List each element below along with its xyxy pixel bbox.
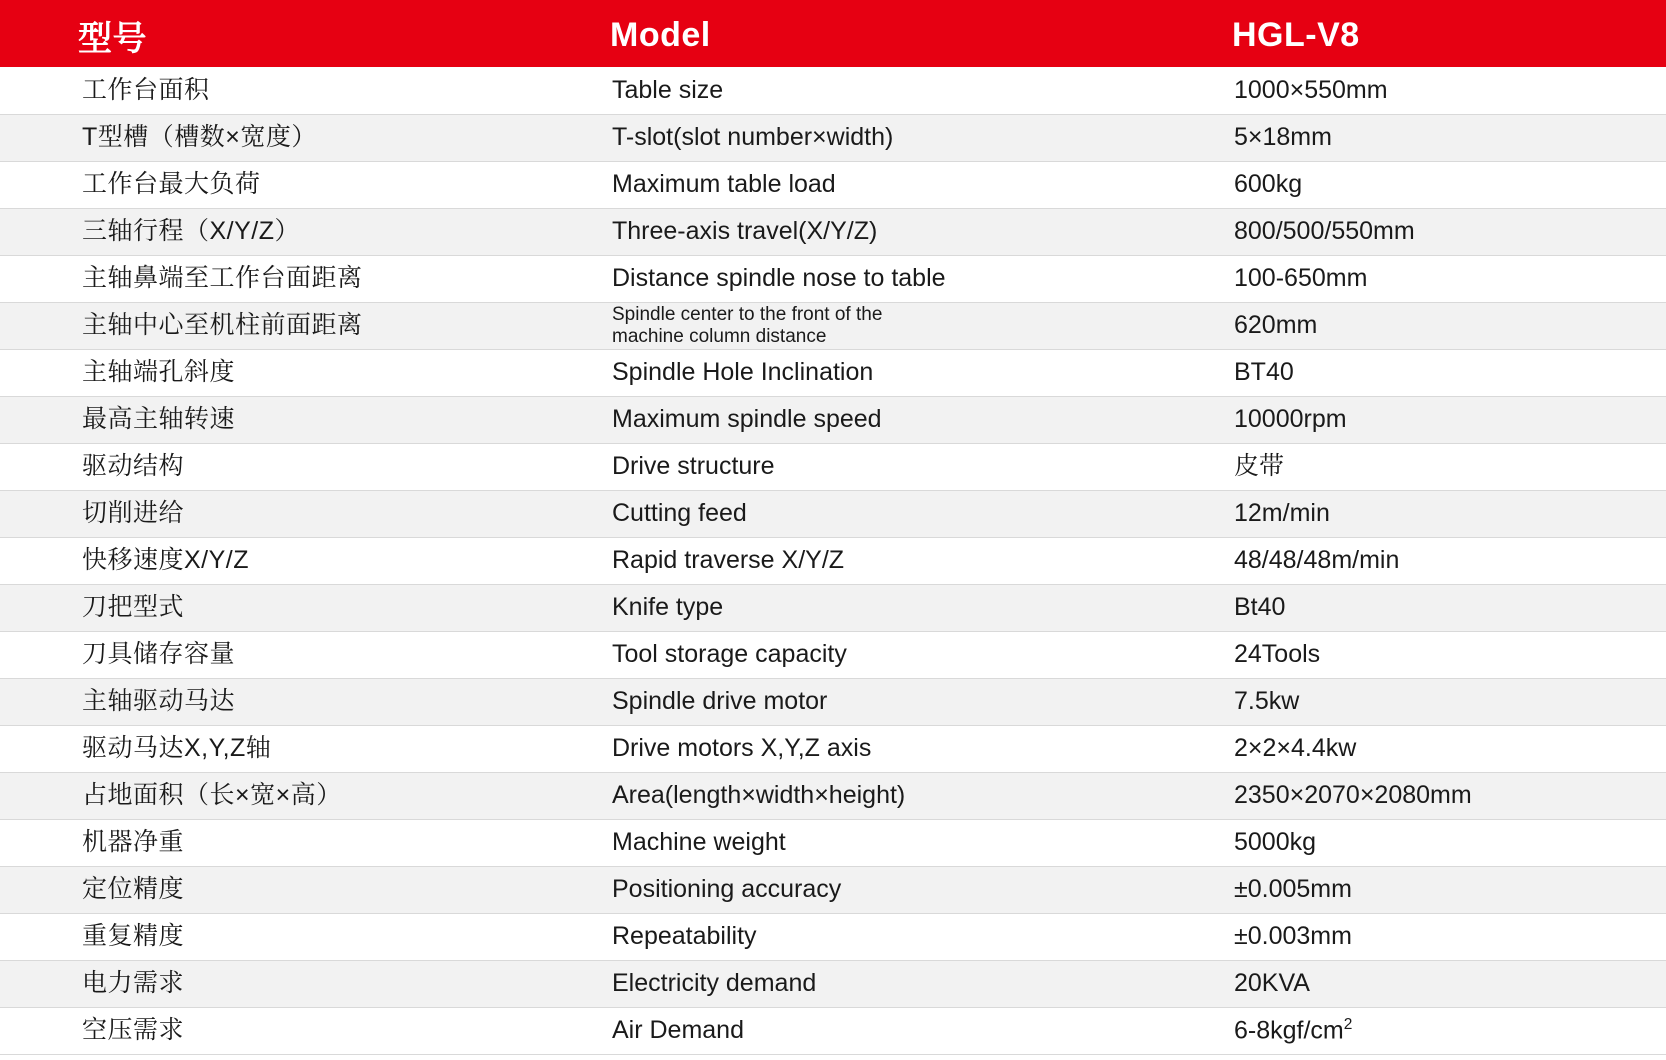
spec-label-en: Distance spindle nose to table xyxy=(600,255,1220,302)
spec-label-en: Three-axis travel(X/Y/Z) xyxy=(600,208,1220,255)
header-model-en: Model xyxy=(610,15,711,54)
spec-value: 2×2×4.4kw xyxy=(1220,725,1666,772)
table-row xyxy=(0,725,1666,772)
spec-value: 24Tools xyxy=(1220,631,1666,678)
spec-label-en: T-slot(slot number×width) xyxy=(600,114,1220,161)
spec-value: 7.5kw xyxy=(1220,678,1666,725)
spec-label-en: Area(length×width×height) xyxy=(600,772,1220,819)
spec-label-cn: 刀把型式 xyxy=(0,584,600,631)
spec-label-cn: 工作台面积 xyxy=(0,67,600,114)
spec-label-cn: 占地面积（长×宽×高） xyxy=(0,772,600,819)
table-row xyxy=(0,1007,1666,1054)
spec-label-en: Spindle drive motor xyxy=(600,678,1220,725)
table-row xyxy=(0,255,1666,302)
spec-label-cn: 快移速度X/Y/Z xyxy=(0,537,600,584)
table-row xyxy=(0,913,1666,960)
spec-value: ±0.003mm xyxy=(1220,913,1666,960)
table-row xyxy=(0,584,1666,631)
spec-value: BT40 xyxy=(1220,349,1666,396)
table-header-row xyxy=(0,3,1666,67)
spec-label-en-line1: Spindle center to the front of the xyxy=(612,304,883,326)
spec-value: 48/48/48m/min xyxy=(1220,537,1666,584)
spec-value: ±0.005mm xyxy=(1220,866,1666,913)
spec-value xyxy=(1220,1007,1666,1054)
table-row xyxy=(0,349,1666,396)
spec-label-cn: T型槽（槽数×宽度） xyxy=(0,114,600,161)
spec-value: 100-650mm xyxy=(1220,255,1666,302)
spec-value-superscript: 2 xyxy=(1343,1015,1353,1033)
spec-label-en: Tool storage capacity xyxy=(600,631,1220,678)
table-body xyxy=(0,67,1666,1054)
spec-label-en: Drive structure xyxy=(600,443,1220,490)
header-model-cn: 型号 xyxy=(78,19,147,58)
spec-value: 5000kg xyxy=(1220,819,1666,866)
table-row xyxy=(0,396,1666,443)
spec-label-en xyxy=(600,302,1220,349)
spec-label-cn: 空压需求 xyxy=(0,1007,600,1054)
spec-label-en: Electricity demand xyxy=(600,960,1220,1007)
spec-label-en: Cutting feed xyxy=(600,490,1220,537)
spec-value: 5×18mm xyxy=(1220,114,1666,161)
spec-value: 10000rpm xyxy=(1220,396,1666,443)
table-row xyxy=(0,631,1666,678)
spec-value: 2350×2070×2080mm xyxy=(1220,772,1666,819)
table-row xyxy=(0,443,1666,490)
table-row xyxy=(0,161,1666,208)
spec-label-cn: 工作台最大负荷 xyxy=(0,161,600,208)
spec-label-en: Positioning accuracy xyxy=(600,866,1220,913)
spec-label-cn: 重复精度 xyxy=(0,913,600,960)
spec-label-en-line2: machine column distance xyxy=(612,325,827,347)
spec-label-cn: 主轴鼻端至工作台面距离 xyxy=(0,255,600,302)
table-row xyxy=(0,67,1666,114)
table-row xyxy=(0,678,1666,725)
spec-label-en: Drive motors X,Y,Z axis xyxy=(600,725,1220,772)
spec-label-cn: 主轴驱动马达 xyxy=(0,678,600,725)
spec-label-en: Rapid traverse X/Y/Z xyxy=(600,537,1220,584)
spec-value: 20KVA xyxy=(1220,960,1666,1007)
header-model-value: HGL-V8 xyxy=(1232,15,1360,54)
table-row xyxy=(0,208,1666,255)
spec-label-cn: 主轴中心至机柱前面距离 xyxy=(0,302,600,349)
spec-label-cn: 刀具储存容量 xyxy=(0,631,600,678)
spec-label-cn: 电力需求 xyxy=(0,960,600,1007)
spec-value: 600kg xyxy=(1220,161,1666,208)
spec-label-en: Air Demand xyxy=(600,1007,1220,1054)
table-row xyxy=(0,960,1666,1007)
table-row xyxy=(0,772,1666,819)
table-row xyxy=(0,537,1666,584)
table-row xyxy=(0,114,1666,161)
spec-value-text: 6-8kgf/cm xyxy=(1234,1016,1344,1045)
spec-label-en: Spindle Hole Inclination xyxy=(600,349,1220,396)
table-row xyxy=(0,490,1666,537)
spec-label-cn: 最高主轴转速 xyxy=(0,396,600,443)
spec-value: 皮带 xyxy=(1220,443,1666,490)
spec-label-cn: 驱动结构 xyxy=(0,443,600,490)
spec-label-en: Machine weight xyxy=(600,819,1220,866)
table-row xyxy=(0,866,1666,913)
spec-label-cn: 定位精度 xyxy=(0,866,600,913)
specification-table xyxy=(0,3,1666,1055)
table-row xyxy=(0,302,1666,349)
table-row xyxy=(0,819,1666,866)
spec-value: 1000×550mm xyxy=(1220,67,1666,114)
spec-value: 12m/min xyxy=(1220,490,1666,537)
spec-label-en: Maximum table load xyxy=(600,161,1220,208)
spec-label-cn: 机器净重 xyxy=(0,819,600,866)
spec-label-en: Table size xyxy=(600,67,1220,114)
spec-label-cn: 驱动马达X,Y,Z轴 xyxy=(0,725,600,772)
spec-label-en: Knife type xyxy=(600,584,1220,631)
spec-label-en: Maximum spindle speed xyxy=(600,396,1220,443)
spec-value: 620mm xyxy=(1220,302,1666,349)
spec-value: 800/500/550mm xyxy=(1220,208,1666,255)
spec-label-en: Repeatability xyxy=(600,913,1220,960)
spec-label-cn: 切削进给 xyxy=(0,490,600,537)
spec-label-cn: 主轴端孔斜度 xyxy=(0,349,600,396)
spec-label-cn: 三轴行程（X/Y/Z） xyxy=(0,208,600,255)
spec-value: Bt40 xyxy=(1220,584,1666,631)
